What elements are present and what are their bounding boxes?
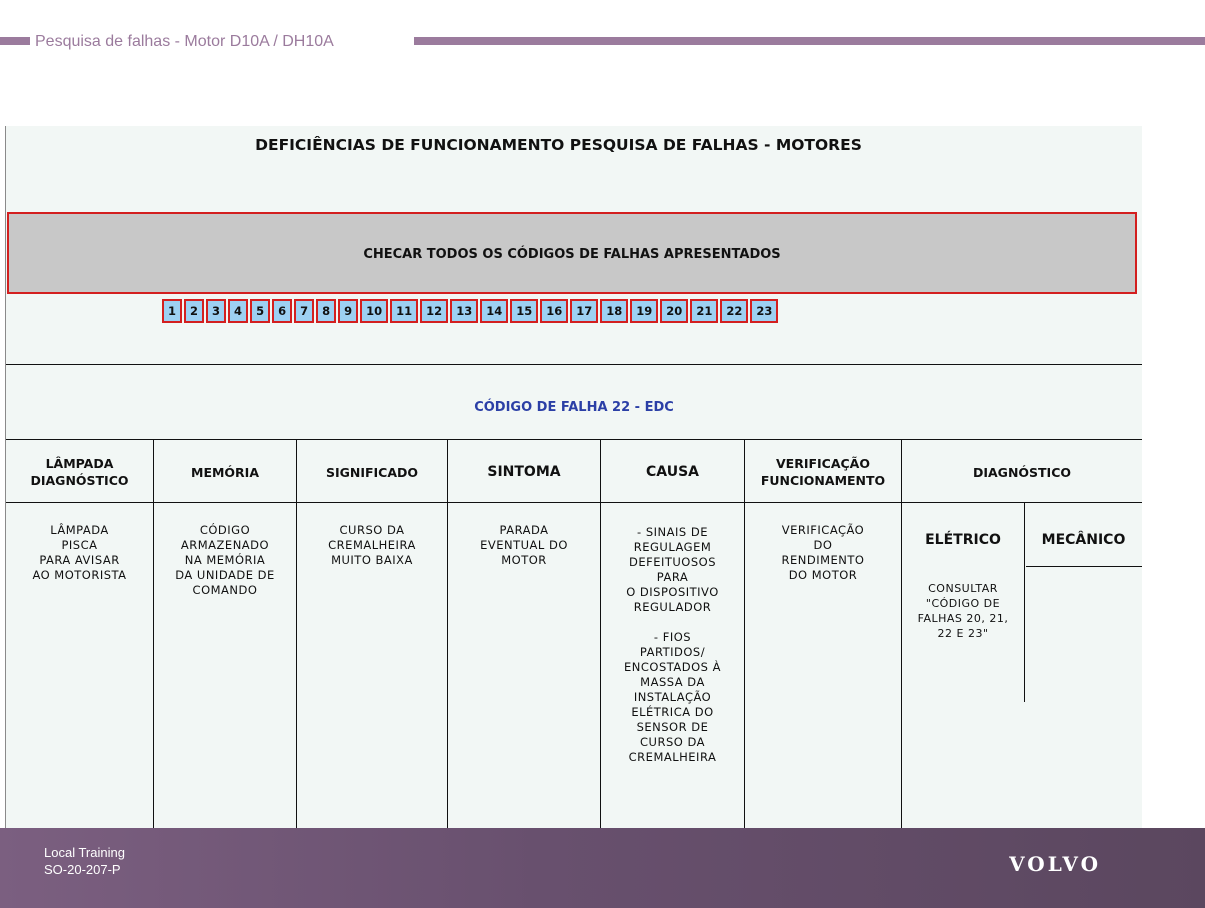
subheader-eletrico: ELÉTRICO bbox=[925, 532, 1001, 548]
cell-lampada: LÂMPADA PISCA PARA AVISAR AO MOTORISTA bbox=[32, 523, 127, 582]
footer bbox=[0, 828, 1205, 908]
fault-code-button-3[interactable]: 3 bbox=[206, 299, 226, 323]
fault-code-button-22[interactable]: 22 bbox=[720, 299, 748, 323]
fault-code-button-19[interactable]: 19 bbox=[630, 299, 658, 323]
fault-code-button-20[interactable]: 20 bbox=[660, 299, 688, 323]
footer-line-2: SO-20-207-P bbox=[44, 862, 121, 877]
footer-line-1: Local Training bbox=[44, 845, 125, 860]
diagnostico-sub-border bbox=[1026, 566, 1142, 567]
header-bar-left bbox=[0, 37, 30, 45]
fault-code-button-17[interactable]: 17 bbox=[570, 299, 598, 323]
header-causa: CAUSA bbox=[646, 463, 699, 480]
header-lampada: LÂMPADA DIAGNÓSTICO bbox=[30, 456, 129, 488]
header-memoria: MEMÓRIA bbox=[191, 464, 259, 480]
header-significado: SIGNIFICADO bbox=[325, 464, 419, 480]
cell-memoria: CÓDIGO ARMAZENADO NA MEMÓRIA DA UNIDADE DE COMANDO bbox=[175, 523, 275, 597]
check-all-codes-button[interactable] bbox=[7, 212, 1137, 294]
fault-code-button-11[interactable]: 11 bbox=[390, 299, 418, 323]
page-title: Pesquisa de falhas - Motor D10A / DH10A bbox=[35, 33, 334, 50]
footer-text bbox=[44, 844, 125, 878]
fault-code-button-15[interactable]: 15 bbox=[510, 299, 538, 323]
cell-eletrico: CONSULTAR "CÓDIGO DE FALHAS 20, 21, 22 E 23" bbox=[917, 582, 1009, 640]
fault-code-button-8[interactable]: 8 bbox=[316, 299, 336, 323]
fault-code-button-6[interactable]: 6 bbox=[272, 299, 292, 323]
check-all-codes-label: CHECAR TODOS OS CÓDIGOS DE FALHAS APRESENTADOS bbox=[363, 247, 781, 262]
fault-code-button-23[interactable]: 23 bbox=[750, 299, 778, 323]
fault-code-button-10[interactable]: 10 bbox=[360, 299, 388, 323]
volvo-logo: VOLVO bbox=[1009, 852, 1101, 876]
fault-code-button-12[interactable]: 12 bbox=[420, 299, 448, 323]
fault-code-button-14[interactable]: 14 bbox=[480, 299, 508, 323]
content-panel bbox=[5, 126, 1142, 828]
fault-code-button-7[interactable]: 7 bbox=[294, 299, 314, 323]
subheader-mecanico: MECÂNICO bbox=[1041, 532, 1126, 548]
fault-code-buttons bbox=[162, 299, 780, 327]
cell-verificacao: VERIFICAÇÃO DO RENDIMENTO DO MOTOR bbox=[781, 523, 865, 582]
header-verificacao: VERIFICAÇÃO FUNCIONAMENTO bbox=[760, 456, 886, 488]
header-sintoma: SINTOMA bbox=[487, 463, 561, 480]
fault-code-title: CÓDIGO DE FALHA 22 - EDC bbox=[474, 400, 674, 415]
main-title: DEFICIÊNCIAS DE FUNCIONAMENTO PESQUISA DE FALHAS - MOTORES bbox=[255, 136, 862, 154]
fault-code-button-1[interactable]: 1 bbox=[162, 299, 182, 323]
cell-sintoma: PARADA EVENTUAL DO MOTOR bbox=[480, 523, 568, 567]
table-top-border bbox=[6, 439, 1142, 440]
fault-code-button-16[interactable]: 16 bbox=[540, 299, 568, 323]
table-header-border bbox=[6, 502, 1142, 503]
fault-code-button-4[interactable]: 4 bbox=[228, 299, 248, 323]
fault-code-button-13[interactable]: 13 bbox=[450, 299, 478, 323]
fault-code-button-21[interactable]: 21 bbox=[690, 299, 718, 323]
cell-causa: - SINAIS DE REGULAGEM DEFEITUOSOS PARA O DISPOSITIVO REGULADOR - FIOS PARTIDOS/ ENCOSTADOS À MASSA DA INSTALAÇÃO ELÉTRICA DO SENSOR DE CURSO DA CREMALHEIRA bbox=[624, 525, 721, 764]
cell-significado: CURSO DA CREMALHEIRA MUITO BAIXA bbox=[328, 523, 416, 567]
divider bbox=[6, 364, 1142, 365]
fault-code-button-5[interactable]: 5 bbox=[250, 299, 270, 323]
header-bar-right bbox=[414, 37, 1205, 45]
header-diagnostico: DIAGNÓSTICO bbox=[972, 464, 1072, 480]
fault-code-button-18[interactable]: 18 bbox=[600, 299, 628, 323]
fault-code-button-2[interactable]: 2 bbox=[184, 299, 204, 323]
fault-code-button-9[interactable]: 9 bbox=[338, 299, 358, 323]
